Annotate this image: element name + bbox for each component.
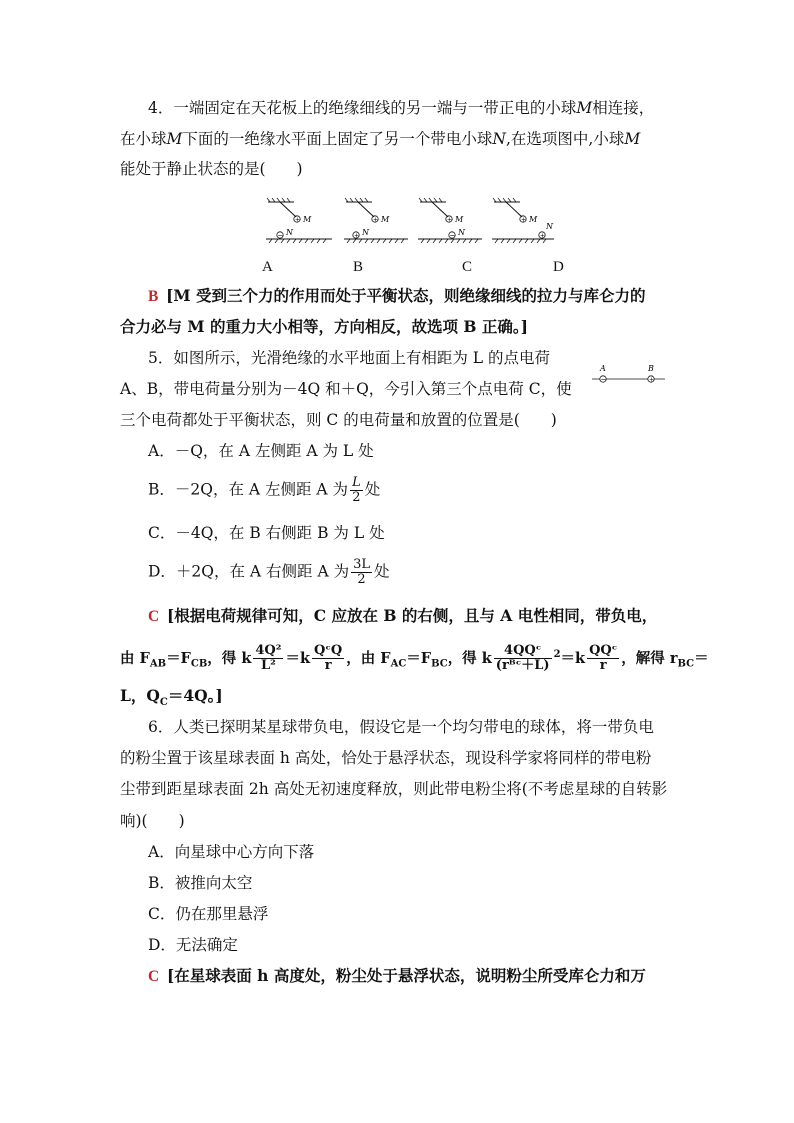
q6-stem-line4: 响)( ) xyxy=(120,812,185,830)
figure-b xyxy=(344,198,408,243)
q4-answer-letter: B xyxy=(148,288,159,305)
q4-explanation-line2: 合力必与 M 的重力大小相等，方向相反，故选项 B 正确。] xyxy=(120,317,528,336)
q6-explanation-line1: C [在星球表面 h 高度处，粉尘处于悬浮状态，说明粉尘所受库仑力和万 xyxy=(148,966,646,985)
svg-text:A: A xyxy=(600,364,606,373)
q5-option-a: A．－Q，在 A 左侧距 A 为 L 处 xyxy=(148,442,374,460)
svg-text:M: M xyxy=(303,215,312,224)
svg-text:B: B xyxy=(648,364,654,373)
q5-option-b-fraction: $\frac{L}{2}$ xyxy=(352,475,361,505)
q4-stem-line1: 4．一端固定在天花板上的绝缘细线的另一端与一带正电的小球M相连接， xyxy=(148,99,655,117)
svg-text:M: M xyxy=(381,215,390,224)
q4-option-figures xyxy=(262,196,582,248)
q5-option-b: B．－2Q，在 A 左侧距 A 为 $\frac{L}{2}$ 处 xyxy=(148,475,381,505)
svg-text:+: + xyxy=(373,216,379,224)
q6-stem-line1: 6．人类已探明某星球带负电，假设它是一个均匀带电的球体，将一带负电 xyxy=(148,718,654,736)
q6-stem-line3: 尘带到距星球表面 2h 高处无初速度释放，则此带电粉尘将(不考虑星球的自转影 xyxy=(120,780,668,798)
q5-explanation-line1: C [根据电荷规律可知，C 应放在 B 的右侧，且与 A 电性相同，带负电， xyxy=(148,606,658,625)
q4-stem-line2: 在小球M下面的一绝缘水平面上固定了另一个带电小球N,在选项图中,小球M xyxy=(120,130,641,148)
svg-text:−: − xyxy=(449,231,456,240)
svg-text:+: + xyxy=(649,376,655,384)
figure-label-a: A xyxy=(262,259,273,275)
q4-stem-line3: 能处于静止状态的是( ) xyxy=(120,160,303,178)
q6-option-c: C．仍在那里悬浮 xyxy=(148,905,269,923)
q6-answer-letter: C xyxy=(148,968,160,985)
q6-stem-line2: 的粉尘置于该星球表面 h 高处，恰处于悬浮状态，现设科学家将同样的带电粉 xyxy=(120,749,652,767)
q5-stem-line3: 三个电荷都处于平衡状态，则 C 的电荷量和放置的位置是( ) xyxy=(120,411,557,429)
figure-label-d: D xyxy=(553,259,564,275)
svg-text:+: + xyxy=(354,232,360,240)
svg-text:N: N xyxy=(546,222,553,231)
svg-text:+: + xyxy=(521,216,527,224)
svg-text:N: N xyxy=(286,228,293,237)
svg-text:−: − xyxy=(600,375,607,384)
figure-d xyxy=(492,198,554,243)
svg-text:M: M xyxy=(529,215,538,224)
q4-explanation-line1: B [M 受到三个力的作用而处于平衡状态，则绝缘细线的拉力与库仑力的 xyxy=(148,286,646,305)
q5-stem-line1: 5．如图所示，光滑绝缘的水平地面上有相距为 L 的点电荷 xyxy=(148,349,551,367)
q6-option-b: B．被推向太空 xyxy=(148,874,253,892)
q6-option-d: D．无法确定 xyxy=(148,936,238,954)
q5-option-d-fraction: $\frac{3L}{2}$ xyxy=(353,557,370,587)
figure-label-c: C xyxy=(462,259,473,275)
svg-text:N: N xyxy=(458,228,465,237)
svg-text:+: + xyxy=(447,216,453,224)
svg-text:M: M xyxy=(455,215,464,224)
q5-option-c: C．－4Q，在 B 右侧距 B 为 L 处 xyxy=(148,524,385,542)
q5-explanation-line2: 由 $F_{AB}=F_{CB}$，得 k $\frac{\text{4Q²}}{\text{L²}}$ ＝k $\frac{\text{QᶜQ}}{r}$ ，由 $F_{AC}=F_{BC}$，得 k $\frac{\text{4QQᶜ}}{\text{(rᴮᶜ＋L)}}$ $^2$＝k $\frac{\text{QQᶜ}}{r}$ ，解得 $r_{BC}=$ xyxy=(120,643,709,674)
q5-option-d: D．＋2Q，在 A 右侧距 A 为 $\frac{3L}{2}$ 处 xyxy=(148,557,390,587)
q5-explanation-line3: L，$Q_C=4Q$。] xyxy=(120,686,223,709)
q5-stem-line2: A、B，带电荷量分别为－4Q 和＋Q，今引入第三个点电荷 C，使 xyxy=(120,380,572,398)
figure-label-b: B xyxy=(353,259,364,275)
figure-a xyxy=(266,198,332,243)
svg-text:−: − xyxy=(277,231,284,240)
figure-c xyxy=(418,198,482,243)
q5-answer-letter: C xyxy=(148,608,160,625)
q6-option-a: A．向星球中心方向下落 xyxy=(148,843,315,861)
svg-text:+: + xyxy=(540,232,546,240)
svg-text:N: N xyxy=(362,228,369,237)
svg-text:+: + xyxy=(295,216,301,224)
